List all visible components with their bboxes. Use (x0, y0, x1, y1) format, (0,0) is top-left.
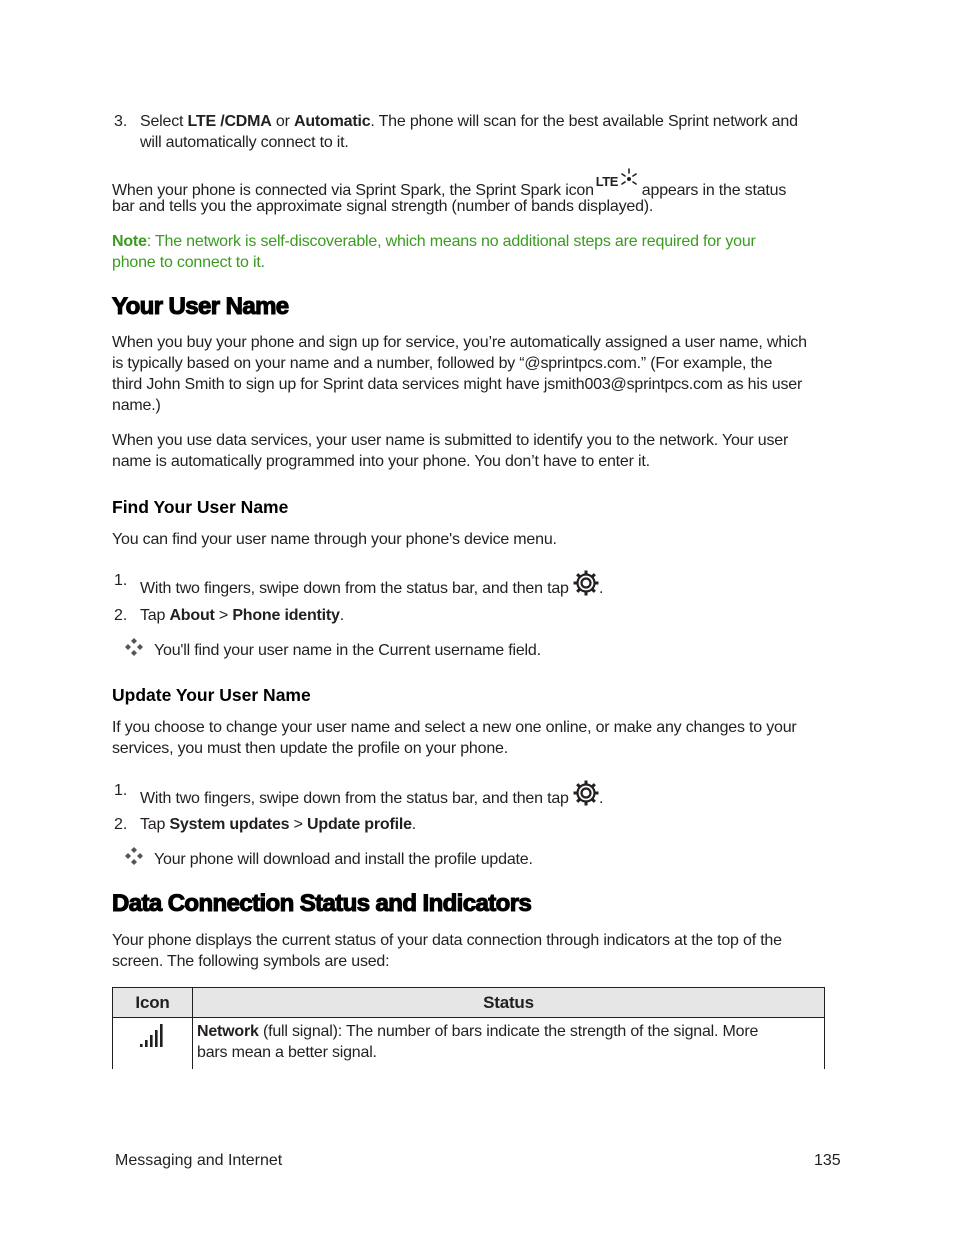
step-number: 2. (114, 607, 128, 624)
update-p-line-1: If you choose to change your user name and select a new one online, or make any changes to your (112, 719, 797, 736)
note-label: Note (112, 233, 147, 250)
sprint-spark-icon: LTE (594, 175, 642, 197)
user-name-p2-line-1: When you use data services, your user name is submitted to identify you to the network. Your user (112, 432, 789, 449)
user-name-p1-line-1: When you buy your phone and sign up for service, you’re automatically assigned a user name, which (112, 334, 807, 351)
result-diamond-icon (125, 638, 143, 656)
spark-paragraph-line-1: When your phone is connected via Sprint Spark, the Sprint Spark icon LTE appears in the status (112, 174, 787, 199)
find-step-1: With two fingers, swipe down from the status bar, and then tap . (140, 570, 603, 602)
section-heading-data-connection: Data Connection Status and Indicators (112, 890, 532, 917)
signal-bars-icon (139, 1022, 167, 1048)
option-lte-cdma: LTE /CDMA (187, 113, 272, 130)
settings-gear-icon (573, 570, 599, 602)
step-number: 1. (114, 782, 128, 799)
update-p-line-2: services, you must then update the profile on your phone. (112, 740, 508, 757)
update-step-2: Tap System updates > Update profile. (140, 816, 417, 833)
subheading-update-user-name: Update Your User Name (112, 685, 311, 705)
user-name-p1-line-4: name.) (112, 397, 161, 414)
option-automatic: Automatic (293, 113, 371, 130)
table-row (113, 1018, 825, 1070)
update-step-1: With two fingers, swipe down from the status bar, and then tap . (140, 780, 603, 812)
spark-paragraph-line-2: bar and tells you the approximate signal strength (number of bands displayed). (112, 198, 654, 215)
find-result: You'll find your user name in the Current username field. (154, 642, 541, 659)
user-name-p1-line-2: is typically based on your name and a number, followed by “@sprintpcs.com.” (For example, the (112, 355, 773, 372)
step-number: 3. (114, 113, 128, 130)
step-number: 2. (114, 816, 128, 833)
menu-system-updates: System updates (169, 816, 290, 833)
find-step-2: Tap About > Phone identity. (140, 607, 344, 624)
footer-section-name: Messaging and Internet (115, 1152, 283, 1169)
note-line-1: Note: The network is self-discoverable, which means no additional steps are required for your (112, 233, 756, 250)
column-header-status: Status (193, 988, 825, 1018)
menu-update-profile: Update profile (307, 816, 412, 833)
user-name-p2-line-2: name is automatically programmed into your phone. You don’t have to enter it. (112, 453, 650, 470)
table-header-row (113, 988, 825, 1018)
table-cell-status: Network (full signal): The number of bars indicate the strength of the signal. More bars mean a better signal. (193, 1018, 825, 1070)
settings-gear-icon (573, 780, 599, 812)
status-label-network: Network (197, 1023, 259, 1040)
find-intro: You can find your user name through your phone's device menu. (112, 531, 557, 548)
footer-page-number: 135 (814, 1152, 841, 1169)
menu-phone-identity: Phone identity (232, 607, 340, 624)
step-3-line-2: will automatically connect to it. (140, 134, 349, 151)
result-diamond-icon (125, 847, 143, 865)
step-3-line-1: Select LTE /CDMA or Automatic. The phone will scan for the best available Sprint network and (140, 113, 798, 130)
update-result: Your phone will download and install the profile update. (154, 851, 533, 868)
subheading-find-user-name: Find Your User Name (112, 497, 289, 517)
user-name-p1-line-3: third John Smith to sign up for Sprint data services might have jsmith003@sprintpcs.com as his user (112, 376, 803, 393)
note-line-2: phone to connect to it. (112, 254, 265, 271)
data-connection-p-line-2: screen. The following symbols are used: (112, 953, 390, 970)
data-connection-p-line-1: Your phone displays the current status of your data connection through indicators at the top of the (112, 932, 782, 949)
column-header-icon: Icon (113, 988, 193, 1018)
section-heading-user-name: Your User Name (112, 293, 289, 320)
step-number: 1. (114, 572, 128, 589)
menu-about: About (169, 607, 215, 624)
table-cell-icon (113, 1018, 193, 1070)
status-indicator-table (112, 987, 825, 1069)
